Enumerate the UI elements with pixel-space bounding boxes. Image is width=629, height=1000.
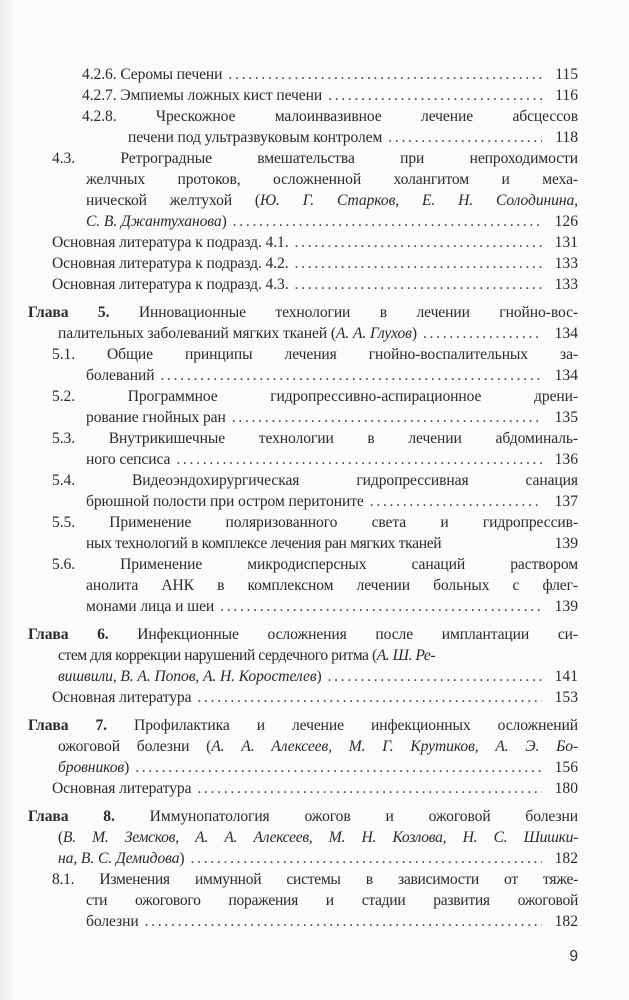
dot-leader	[295, 254, 542, 274]
toc-title-line: желчных протоков, осложненной холангитом и меха-	[86, 171, 578, 188]
toc-title-line: Видеоэндохирургическая гидропрессивная санация	[132, 472, 578, 489]
toc-title-line: ного сепсиса	[86, 451, 171, 468]
toc-title-line: нической желтухой (	[86, 192, 261, 209]
dot-leader	[232, 408, 542, 428]
toc-title-line: рование гнойных ран	[86, 409, 226, 426]
chapter-label: Глава 8.	[28, 808, 115, 825]
toc-title-line: Инфекционные осложнения после имплантации си-	[137, 626, 578, 643]
toc-num: 5.2.	[52, 388, 75, 405]
toc-num: 5.3.	[52, 430, 75, 447]
toc-title-line: Применение поляризованного света и гидропрессив-	[109, 514, 578, 531]
toc-page: 180	[554, 780, 578, 797]
dot-leader	[233, 212, 542, 232]
toc-page: 136	[554, 451, 578, 468]
toc-title: Основная литература	[52, 780, 192, 797]
dot-leader	[220, 597, 542, 617]
toc-authors: В. М. Земсков, А. А. Алексеев, М. Н. Козлова, Н. С. Шишки-	[62, 829, 578, 846]
toc-title-line: Чрескожное малоинвазивное лечение абсцессов	[155, 108, 578, 125]
dot-leader	[197, 688, 542, 708]
toc-title: Основная литература к подразд. 4.3.	[52, 276, 289, 293]
toc-page: 137	[554, 493, 578, 510]
toc-authors: Ю. Г. Старков, Е. Н. Солодинина,	[260, 192, 578, 209]
toc-authors: вишвили, В. А. Попов, А. Н. Коростелев	[58, 668, 317, 685]
dot-leader	[197, 779, 542, 799]
toc-title-line: ных технологий в комплексе лечения ран мягких тканей	[86, 535, 442, 552]
toc-title-line: Общие принципы лечения гнойно-воспалительных за-	[107, 346, 578, 363]
dot-leader	[423, 324, 542, 344]
dot-leader	[388, 128, 542, 148]
paren-close: )	[316, 668, 322, 685]
toc-title-line: Изменения иммунной системы в зависимости от тяже-	[99, 871, 578, 888]
toc-page: 182	[554, 850, 578, 867]
toc-title: Основная литература	[52, 689, 192, 706]
dot-leader	[328, 86, 542, 106]
toc-title: Основная литература к подразд. 4.1.	[52, 234, 289, 251]
toc-title-line: болеваний	[86, 367, 155, 384]
toc-page: 153	[554, 689, 578, 706]
toc-title-line: Применение микродисперсных санаций раствором	[120, 556, 578, 573]
paren-close: )	[124, 759, 130, 776]
dot-leader	[145, 912, 542, 932]
toc-num: 4.2.8.	[82, 108, 117, 125]
toc-num: 8.1.	[52, 871, 75, 888]
toc-title-line: Ретроградные вмешательства при непроходимости	[120, 150, 578, 167]
dot-leader	[228, 65, 542, 85]
dot-leader	[176, 450, 542, 470]
toc-page: 141	[554, 668, 578, 685]
chapter-label: Глава 5.	[28, 304, 110, 321]
chapter-label: Глава 6.	[28, 626, 109, 643]
toc-title-line: стем для коррекции нарушений сердечного ритма (	[58, 647, 377, 664]
dot-leader	[191, 849, 543, 869]
toc-title-line: ожоговой болезни (	[58, 738, 212, 755]
toc-page: 115	[555, 66, 578, 83]
toc-authors: А. Ш. Ре-	[376, 647, 436, 664]
toc-num: 4.3.	[52, 150, 75, 167]
toc-title: Эмпиемы ложных кист печени	[120, 87, 323, 104]
toc-title-line: палительных заболеваний мягких тканей (	[58, 325, 336, 342]
toc-title-line: Профилактика и лечение инфекционных осложнений	[134, 717, 578, 734]
paren-open: (	[58, 829, 63, 846]
toc-page: 134	[554, 367, 578, 384]
toc-page: 118	[555, 129, 578, 146]
toc-page: 156	[554, 759, 578, 776]
toc-title-line: Инновационные технологии в лечении гнойно-вос-	[138, 304, 578, 321]
toc-title-line: Иммунопатология ожогов и ожоговой болезни	[149, 808, 578, 825]
toc-title-line: монами лица и шеи	[86, 598, 215, 615]
toc-title-line: брюшной полости при остром перитоните	[86, 493, 364, 510]
toc-authors: С. В. Джантуханова	[86, 213, 222, 230]
toc-title-line: Программное гидропрессивно-аспирационное дрени-	[127, 388, 578, 405]
toc-authors: А. А. Глухов	[335, 325, 412, 342]
dot-leader	[328, 667, 542, 687]
toc-title-line: Внутрикишечные технологии в лечении абдоминаль-	[108, 430, 578, 447]
dot-leader	[295, 233, 542, 253]
dot-leader	[135, 758, 542, 778]
toc-title-line: сти ожогового поражения и стадии развития ожоговой	[86, 892, 578, 909]
toc-page: 131	[554, 234, 578, 251]
toc-page: 126	[554, 213, 578, 230]
toc-num: 5.4.	[52, 472, 75, 489]
toc-page: 139	[554, 598, 578, 615]
toc-authors: А. А. Алексеев, М. Г. Крутиков, А. Э. Бо-	[211, 738, 578, 755]
toc-page: 133	[554, 276, 578, 293]
toc-num: 5.6.	[52, 556, 75, 573]
toc-authors: бровников	[58, 759, 125, 776]
toc-title-line: печени под ультразвуковым контролем	[128, 129, 383, 146]
paren-close: )	[221, 213, 227, 230]
paren-close: )	[179, 850, 185, 867]
toc-page: 116	[555, 87, 578, 104]
toc-page: 135	[554, 409, 578, 426]
toc-page: 134	[554, 325, 578, 342]
toc-page: 139	[554, 535, 578, 552]
toc-num: 4.2.7.	[82, 87, 117, 104]
toc-title-line: анолита АНК в комплексном лечении больных с флег-	[86, 577, 578, 594]
toc-title: Основная литература к подразд. 4.2.	[52, 255, 289, 272]
page-number: 9	[569, 948, 578, 965]
dot-leader	[160, 366, 542, 386]
toc-authors: на, В. С. Демидова	[58, 850, 180, 867]
toc-num: 5.1.	[52, 346, 75, 363]
toc-num: 4.2.6.	[82, 66, 117, 83]
toc-title: Серомы печени	[120, 66, 223, 83]
dot-leader	[370, 492, 542, 512]
chapter-label: Глава 7.	[28, 717, 107, 734]
toc-num: 5.5.	[52, 514, 75, 531]
dot-leader	[295, 275, 542, 295]
paren-close: )	[411, 325, 417, 342]
toc-title-line: болезни	[86, 913, 139, 930]
toc-page: 182	[554, 913, 578, 930]
toc-page: 133	[554, 255, 578, 272]
